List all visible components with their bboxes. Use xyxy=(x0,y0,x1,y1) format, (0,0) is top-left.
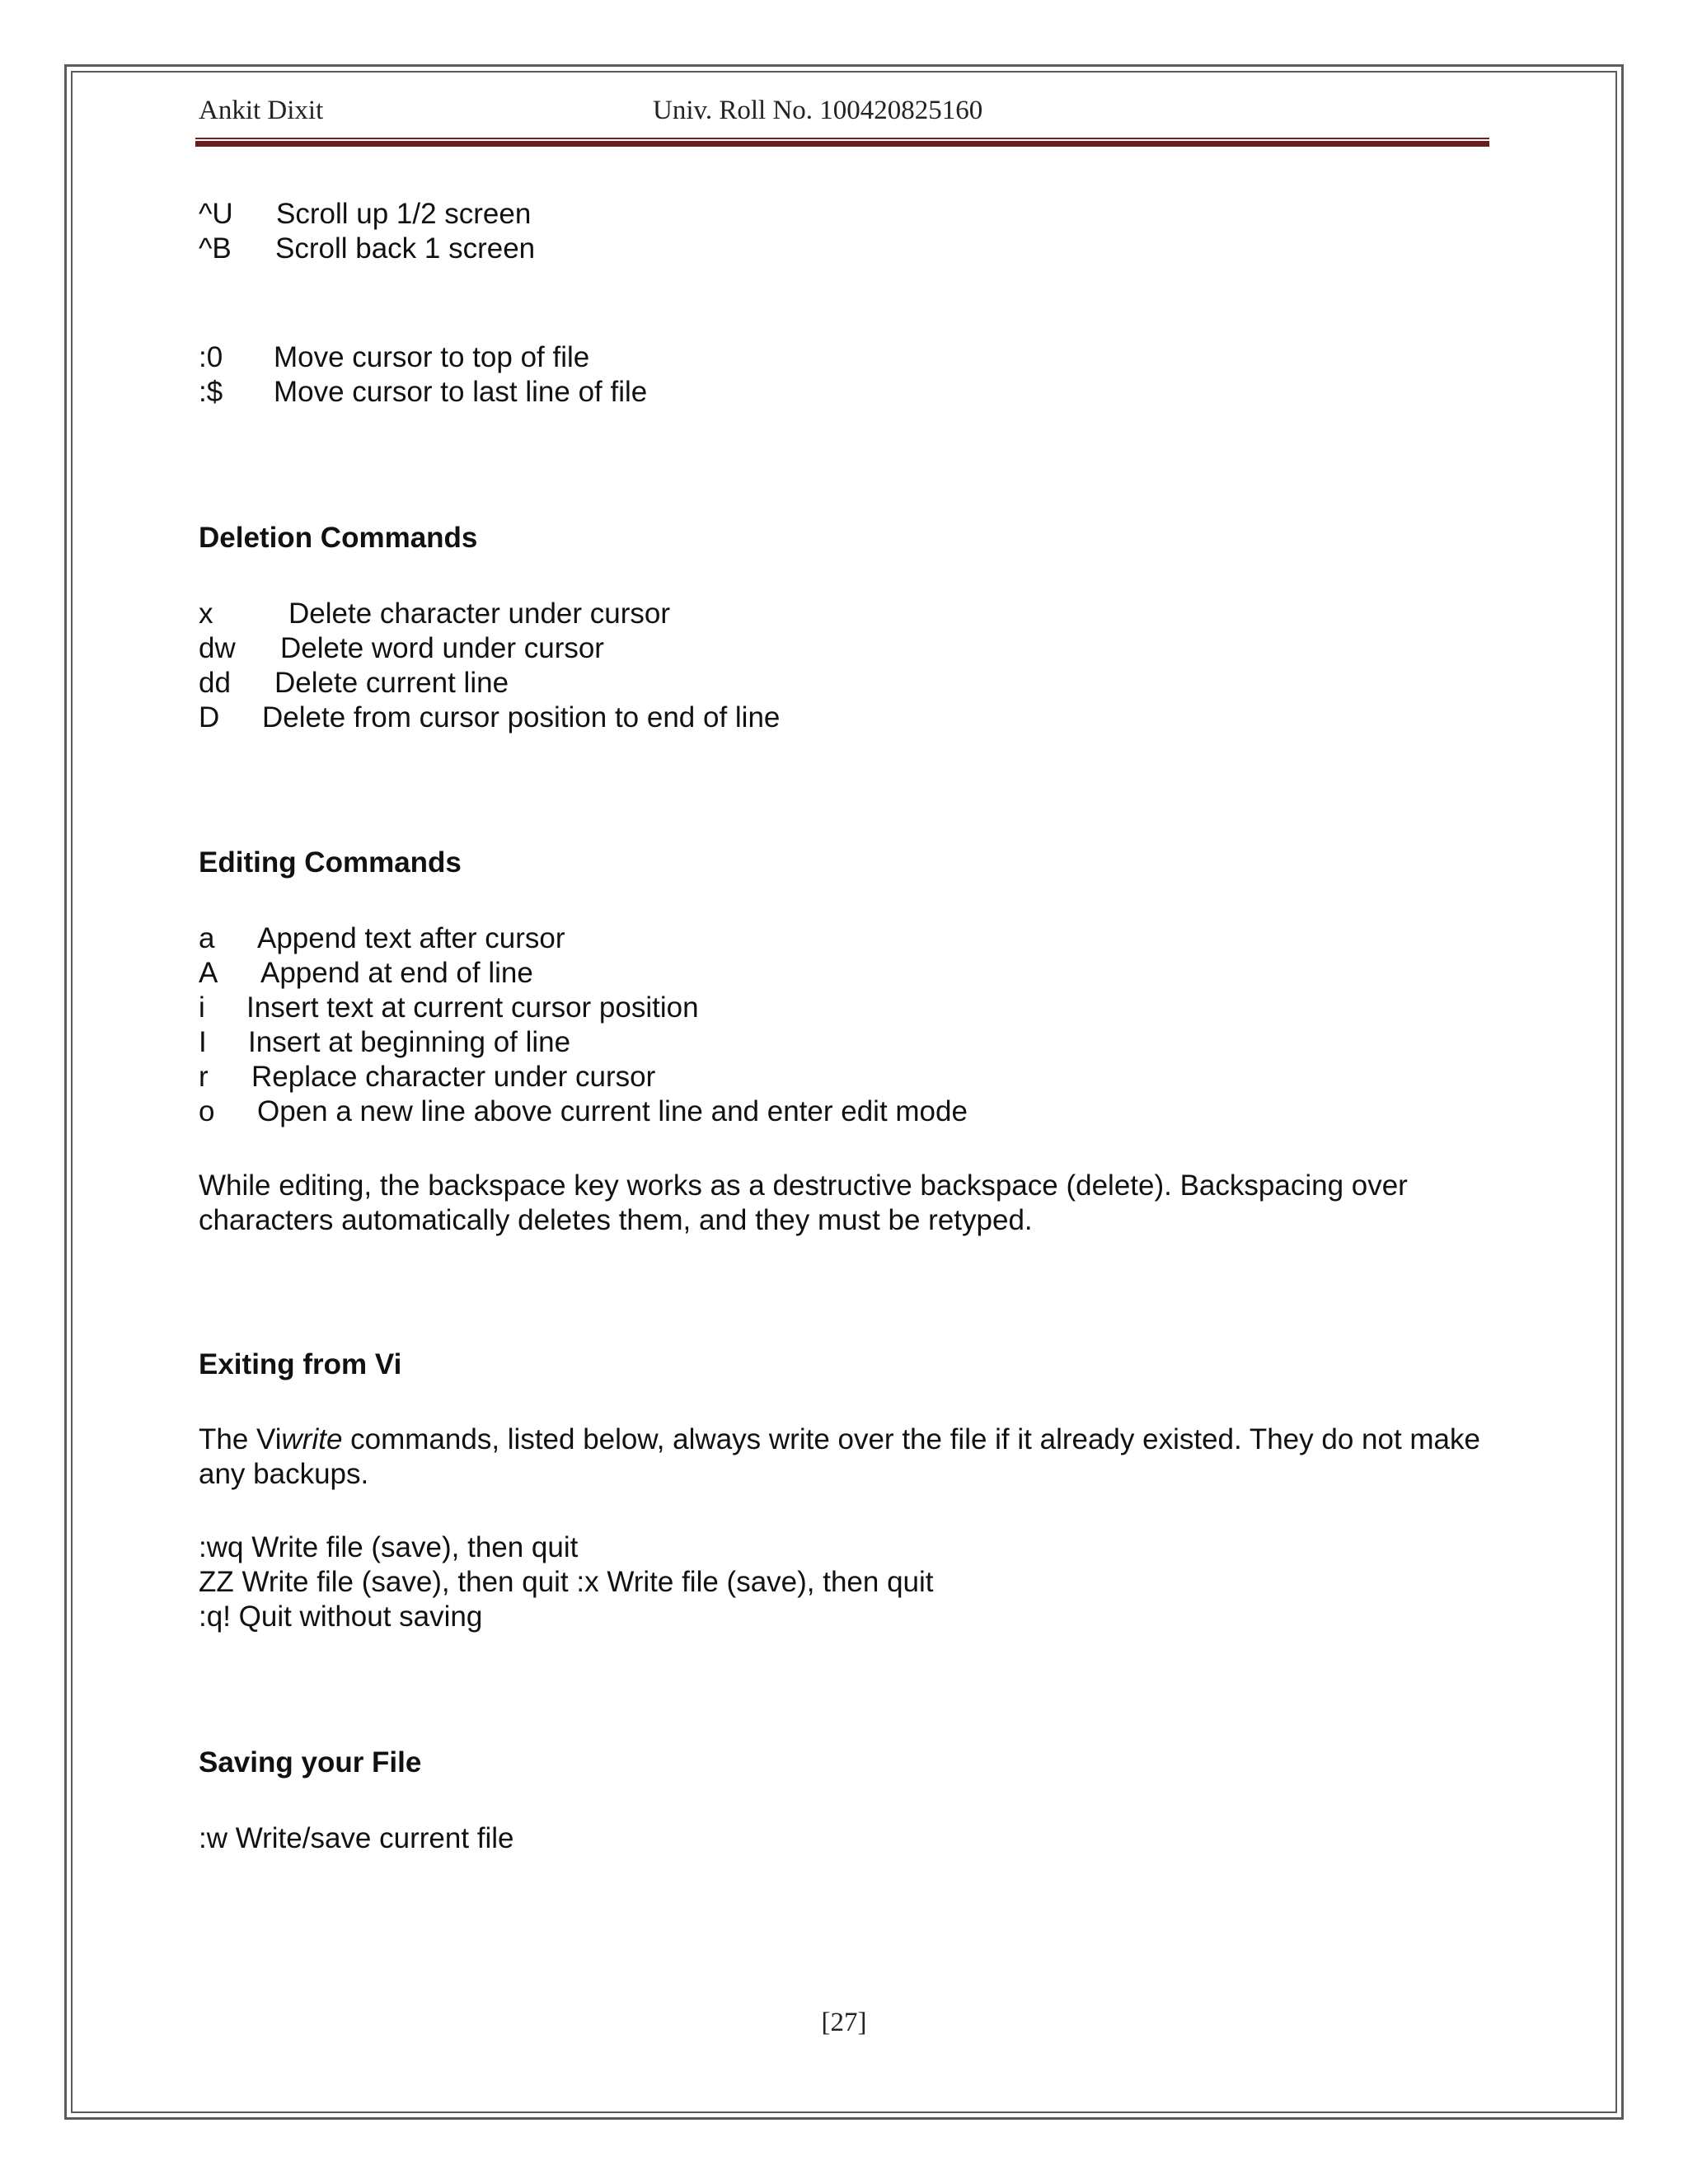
command-desc: Delete word under cursor xyxy=(280,632,604,664)
command-desc: Insert at beginning of line xyxy=(248,1026,571,1058)
command-desc: Delete from cursor position to end of line xyxy=(262,701,781,733)
exit-command-line: ZZ Write file (save), then quit :x Write file (save), then quit xyxy=(199,1566,934,1598)
exit-command-line: :wq Write file (save), then quit xyxy=(199,1531,579,1563)
command-key: i xyxy=(199,991,205,1024)
editing-note: While editing, the backspace key works as a destructive backspace (delete). Backspacing over characters automatically deletes them, and they must be retyped. xyxy=(199,1169,1408,1236)
exiting-intro xyxy=(199,1422,1501,1492)
command-key: dw xyxy=(199,632,236,664)
save-command-line: :w Write/save current file xyxy=(199,1822,514,1854)
exiting-intro-suffix: commands, listed below, always write over the file if it already existed. They do not make any backups. xyxy=(199,1423,1480,1490)
command-desc: Replace character under cursor xyxy=(251,1061,656,1093)
command-key: x xyxy=(199,598,213,630)
command-key: o xyxy=(199,1095,215,1127)
page-number: [27] xyxy=(821,2008,867,2037)
command-desc: Delete character under cursor xyxy=(288,598,670,630)
exiting-intro-italic: write xyxy=(281,1423,343,1455)
command-desc: Move cursor to top of file xyxy=(274,341,590,373)
command-desc: Delete current line xyxy=(274,667,509,699)
header-rule-thin xyxy=(195,138,1489,139)
command-desc: Move cursor to last line of file xyxy=(274,376,648,408)
section-heading-saving: Saving your File xyxy=(199,1746,422,1779)
section-heading-editing: Editing Commands xyxy=(199,846,462,879)
command-key: D xyxy=(199,701,220,733)
command-desc: Open a new line above current line and enter edit mode xyxy=(257,1095,968,1127)
command-key: ^B xyxy=(199,232,232,265)
exit-command-line: :q! Quit without saving xyxy=(199,1601,483,1633)
header-rule-thick xyxy=(195,141,1489,147)
command-desc: Append at end of line xyxy=(260,957,533,989)
header-roll-number: Univ. Roll No. 100420825160 xyxy=(653,96,983,125)
command-key: :$ xyxy=(199,376,223,408)
command-desc: Insert text at current cursor position xyxy=(246,991,699,1024)
command-key: a xyxy=(199,922,215,954)
command-key: A xyxy=(199,957,218,989)
command-desc: Append text after cursor xyxy=(257,922,565,954)
command-key: r xyxy=(199,1061,209,1093)
command-key: I xyxy=(199,1026,207,1058)
header-name: Ankit Dixit xyxy=(199,96,324,125)
command-desc: Scroll back 1 screen xyxy=(275,232,536,265)
section-heading-exiting: Exiting from Vi xyxy=(199,1348,402,1380)
command-key: ^U xyxy=(199,198,233,230)
command-key: :0 xyxy=(199,341,223,373)
section-heading-deletion: Deletion Commands xyxy=(199,522,478,554)
exiting-intro-prefix: The Vi xyxy=(199,1423,282,1455)
command-desc: Scroll up 1/2 screen xyxy=(276,198,532,230)
command-key: dd xyxy=(199,667,231,699)
